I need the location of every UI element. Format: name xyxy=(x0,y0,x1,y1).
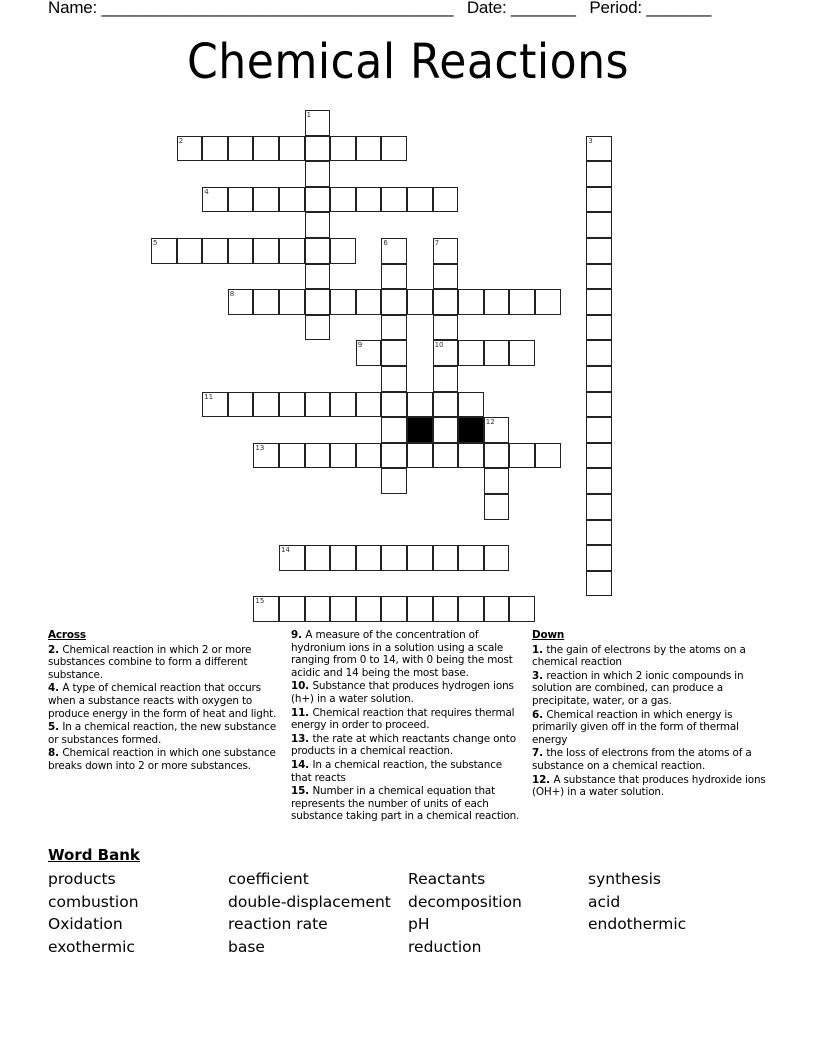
clue-item: 11. Chemical reaction that requires thermal energy in order to proceed. xyxy=(291,706,515,732)
word-bank-item: decomposition xyxy=(408,892,522,911)
grid-cell[interactable] xyxy=(228,136,254,162)
word-bank-item: base xyxy=(228,938,265,957)
clue-number: 12 xyxy=(485,418,495,427)
student-info-header xyxy=(48,0,768,18)
grid-cell[interactable] xyxy=(356,136,382,162)
grid-cell[interactable] xyxy=(279,187,305,213)
clue-number: 7 xyxy=(434,239,440,247)
grid-cell[interactable] xyxy=(433,340,459,366)
grid-cell[interactable] xyxy=(305,545,331,571)
grid-cell[interactable] xyxy=(535,443,561,469)
grid-cell[interactable] xyxy=(484,468,510,494)
word-bank-item: endothermic xyxy=(588,915,687,934)
word-bank-item: reaction rate xyxy=(228,915,328,934)
clue-number: 3 xyxy=(588,136,593,145)
grid-cell[interactable] xyxy=(509,596,535,622)
grid-cell[interactable] xyxy=(202,238,228,264)
grid-cell[interactable] xyxy=(458,289,484,315)
grid-cell[interactable] xyxy=(381,443,407,469)
clue-number: 8 xyxy=(229,290,235,299)
grid-cell[interactable] xyxy=(407,596,433,622)
grid-cell[interactable] xyxy=(586,161,612,187)
grid-cell[interactable] xyxy=(458,596,484,622)
down-clues-column xyxy=(532,629,768,800)
grid-cell[interactable] xyxy=(279,596,305,622)
grid-cell[interactable] xyxy=(458,443,484,469)
down-heading: Down xyxy=(532,629,565,641)
grid-cell[interactable] xyxy=(279,443,305,469)
word-bank-item: coefficient xyxy=(228,870,309,888)
word-bank-item: pH xyxy=(408,915,430,934)
period-field[interactable]: Period: _______ xyxy=(589,0,712,17)
word-bank-item: combustion xyxy=(48,892,139,911)
grid-cell[interactable] xyxy=(228,289,254,315)
clue-number: 13 xyxy=(255,443,265,452)
grid-cell[interactable] xyxy=(586,366,612,392)
clue-item: 4. A type of chemical reaction that occurs when a substance reacts with oxygen to produce energy in the form of heat and light. xyxy=(48,682,277,720)
grid-cell[interactable] xyxy=(458,340,484,366)
grid-cell[interactable] xyxy=(586,392,612,418)
grid-cell[interactable] xyxy=(586,468,612,494)
grid-cell[interactable] xyxy=(305,392,331,418)
clue-number: 14 xyxy=(281,546,290,555)
clue-item: 13. the rate at which reactants change onto products in a chemical reaction. xyxy=(291,732,516,758)
clue-number: 2 xyxy=(178,136,184,145)
grid-cell[interactable] xyxy=(356,392,382,418)
grid-cell[interactable] xyxy=(433,392,459,418)
grid-cell[interactable] xyxy=(356,340,382,366)
grid-cell[interactable] xyxy=(228,187,254,213)
grid-cell[interactable] xyxy=(330,545,356,571)
grid-cell[interactable] xyxy=(330,596,356,622)
clue-number: 1 xyxy=(306,111,312,119)
grid-cell[interactable] xyxy=(586,340,612,366)
grid-cell[interactable] xyxy=(586,417,612,443)
grid-cell[interactable] xyxy=(381,340,407,366)
grid-cell[interactable] xyxy=(433,289,459,315)
grid-cell[interactable] xyxy=(305,264,331,290)
grid-cell[interactable] xyxy=(279,238,305,264)
grid-cell[interactable] xyxy=(330,187,356,213)
grid-cell[interactable] xyxy=(586,571,612,597)
grid-cell[interactable] xyxy=(305,289,331,315)
grid-cell[interactable] xyxy=(433,417,459,443)
grid-cell[interactable] xyxy=(484,289,510,315)
grid-cell[interactable] xyxy=(535,289,561,315)
grid-cell[interactable] xyxy=(586,315,612,341)
clue-number: 6 xyxy=(383,239,388,247)
grid-cell[interactable] xyxy=(509,443,535,469)
clue-number: 11 xyxy=(204,392,214,401)
clue-number: 10 xyxy=(434,341,444,350)
clue-item: 1. the gain of electrons by the atoms on a chemical reaction xyxy=(532,643,746,669)
grid-cell[interactable] xyxy=(279,392,305,418)
grid-cell[interactable] xyxy=(484,443,510,469)
grid-cell[interactable] xyxy=(356,187,382,213)
grid-cell[interactable] xyxy=(253,392,279,418)
grid-cell[interactable] xyxy=(586,289,612,315)
clue-number: 5 xyxy=(153,239,158,247)
grid-cell[interactable] xyxy=(458,392,484,418)
grid-cell[interactable] xyxy=(177,136,203,162)
grid-cell[interactable] xyxy=(381,238,407,264)
word-bank-item: synthesis xyxy=(588,870,661,888)
grid-cell[interactable] xyxy=(305,187,331,213)
grid-cell[interactable] xyxy=(381,596,407,622)
grid-cell[interactable] xyxy=(228,392,254,418)
clue-item: 15. Number in a chemical equation that represents the number of units of each substance taking part in a chemical reaction. xyxy=(291,785,520,823)
grid-cell[interactable] xyxy=(586,443,612,469)
grid-cell[interactable] xyxy=(381,187,407,213)
grid-cell[interactable] xyxy=(433,238,459,264)
grid-cell[interactable] xyxy=(407,187,433,213)
grid-cell[interactable] xyxy=(381,392,407,418)
page-title: Chemical Reactions xyxy=(186,34,630,90)
grid-cell[interactable] xyxy=(381,545,407,571)
black-cell xyxy=(407,417,433,443)
grid-cell[interactable] xyxy=(381,366,407,392)
grid-cell[interactable] xyxy=(407,443,433,469)
word-bank-item: products xyxy=(48,870,116,888)
word-bank-item: Oxidation xyxy=(48,915,123,934)
grid-cell[interactable] xyxy=(484,340,510,366)
grid-cell[interactable] xyxy=(586,494,612,520)
grid-cell[interactable] xyxy=(484,596,510,622)
grid-cell[interactable] xyxy=(433,187,459,213)
clue-number: 4 xyxy=(204,187,209,196)
name-field[interactable]: Name: ______________________________________ xyxy=(48,0,454,17)
grid-cell[interactable] xyxy=(305,238,331,264)
grid-cell[interactable] xyxy=(586,238,612,264)
grid-cell[interactable] xyxy=(330,238,356,264)
across-clues-column-1 xyxy=(48,629,278,774)
grid-cell[interactable] xyxy=(381,417,407,443)
word-bank-item: double-displacement xyxy=(228,892,391,911)
grid-cell[interactable] xyxy=(202,392,228,418)
grid-cell[interactable] xyxy=(356,545,382,571)
grid-cell[interactable] xyxy=(253,289,279,315)
grid-cell[interactable] xyxy=(381,315,407,341)
grid-cell[interactable] xyxy=(433,366,459,392)
grid-cell[interactable] xyxy=(228,238,254,264)
clue-item: 6. Chemical reaction in which energy is primarily given off in the form of thermal energy xyxy=(532,708,739,746)
word-bank xyxy=(48,846,768,959)
grid-cell[interactable] xyxy=(509,340,535,366)
grid-cell[interactable] xyxy=(305,315,331,341)
clue-item: 7. the loss of electrons from the atoms of a substance on a chemical reaction. xyxy=(532,747,752,772)
grid-cell[interactable] xyxy=(484,494,510,520)
grid-cell[interactable] xyxy=(458,545,484,571)
grid-cell[interactable] xyxy=(407,545,433,571)
grid-cell[interactable] xyxy=(253,238,279,264)
grid-cell[interactable] xyxy=(407,392,433,418)
clue-item: 5. In a chemical reaction, the new substance or substances formed. xyxy=(48,721,277,746)
clue-item: 3. reaction in which 2 ionic compounds in solution are combined, can produce a precipitate, water, or a gas. xyxy=(532,669,744,707)
grid-cell[interactable] xyxy=(586,545,612,571)
grid-cell[interactable] xyxy=(586,264,612,290)
clue-item: 8. Chemical reaction in which one substance breaks down into 2 or more substances. xyxy=(48,747,276,772)
grid-cell[interactable] xyxy=(177,238,203,264)
word-bank-item: Reactants xyxy=(408,870,486,888)
grid-cell[interactable] xyxy=(381,264,407,290)
word-bank-item: acid xyxy=(588,892,621,911)
grid-cell[interactable] xyxy=(330,392,356,418)
clue-item: 9. A measure of the concentration of hydronium ions in a solution using a scale ranging from 0 to 14, with 0 being the most acidic and 14 being the most base. xyxy=(291,629,513,679)
clue-item: 2. Chemical reaction in which 2 or more substances combine to form a different substance. xyxy=(48,643,252,681)
grid-cell[interactable] xyxy=(356,289,382,315)
grid-cell[interactable] xyxy=(586,520,612,546)
grid-cell[interactable] xyxy=(433,596,459,622)
across-heading: Across xyxy=(48,629,86,641)
grid-cell[interactable] xyxy=(330,136,356,162)
grid-cell[interactable] xyxy=(433,443,459,469)
grid-cell[interactable] xyxy=(484,545,510,571)
grid-cell[interactable] xyxy=(279,136,305,162)
grid-cell[interactable] xyxy=(305,212,331,238)
grid-cell[interactable] xyxy=(381,289,407,315)
clue-number: 15 xyxy=(255,597,265,606)
word-bank-item: exothermic xyxy=(48,938,135,957)
grid-cell[interactable] xyxy=(202,136,228,162)
grid-cell[interactable] xyxy=(305,161,331,187)
grid-cell[interactable] xyxy=(279,289,305,315)
grid-cell[interactable] xyxy=(586,212,612,238)
grid-cell[interactable] xyxy=(433,315,459,341)
grid-cell[interactable] xyxy=(253,443,279,469)
grid-cell[interactable] xyxy=(407,289,433,315)
grid-cell[interactable] xyxy=(305,110,331,136)
clue-item: 12. A substance that produces hydroxide ions (OH+) in a water solution. xyxy=(532,773,766,799)
grid-cell[interactable] xyxy=(151,238,177,264)
across-clues-column-2 xyxy=(291,629,523,824)
grid-cell[interactable] xyxy=(484,417,510,443)
grid-cell[interactable] xyxy=(509,289,535,315)
grid-cell[interactable] xyxy=(586,136,612,162)
grid-cell[interactable] xyxy=(586,187,612,213)
grid-cell[interactable] xyxy=(330,443,356,469)
clue-number: 9 xyxy=(357,341,363,350)
grid-cell[interactable] xyxy=(433,545,459,571)
clue-item: 14. In a chemical reaction, the substance that reacts xyxy=(291,758,503,784)
date-field[interactable]: Date: _______ xyxy=(466,0,576,17)
grid-cell[interactable] xyxy=(330,289,356,315)
grid-cell[interactable] xyxy=(433,264,459,290)
grid-cell[interactable] xyxy=(253,596,279,622)
grid-cell[interactable] xyxy=(279,545,305,571)
clue-item: 10. Substance that produces hydrogen ions (h+) in a water solution. xyxy=(291,680,514,705)
grid-cell[interactable] xyxy=(356,443,382,469)
grid-cell[interactable] xyxy=(381,136,407,162)
grid-cell[interactable] xyxy=(305,443,331,469)
grid-cell[interactable] xyxy=(381,468,407,494)
grid-cell[interactable] xyxy=(356,596,382,622)
grid-cell[interactable] xyxy=(305,596,331,622)
grid-cell[interactable] xyxy=(202,187,228,213)
grid-cell[interactable] xyxy=(253,136,279,162)
grid-cell[interactable] xyxy=(253,187,279,213)
grid-cell[interactable] xyxy=(305,136,331,162)
black-cell xyxy=(458,417,484,443)
word-bank-heading: Word Bank xyxy=(48,846,140,864)
word-bank-item: reduction xyxy=(408,938,482,957)
